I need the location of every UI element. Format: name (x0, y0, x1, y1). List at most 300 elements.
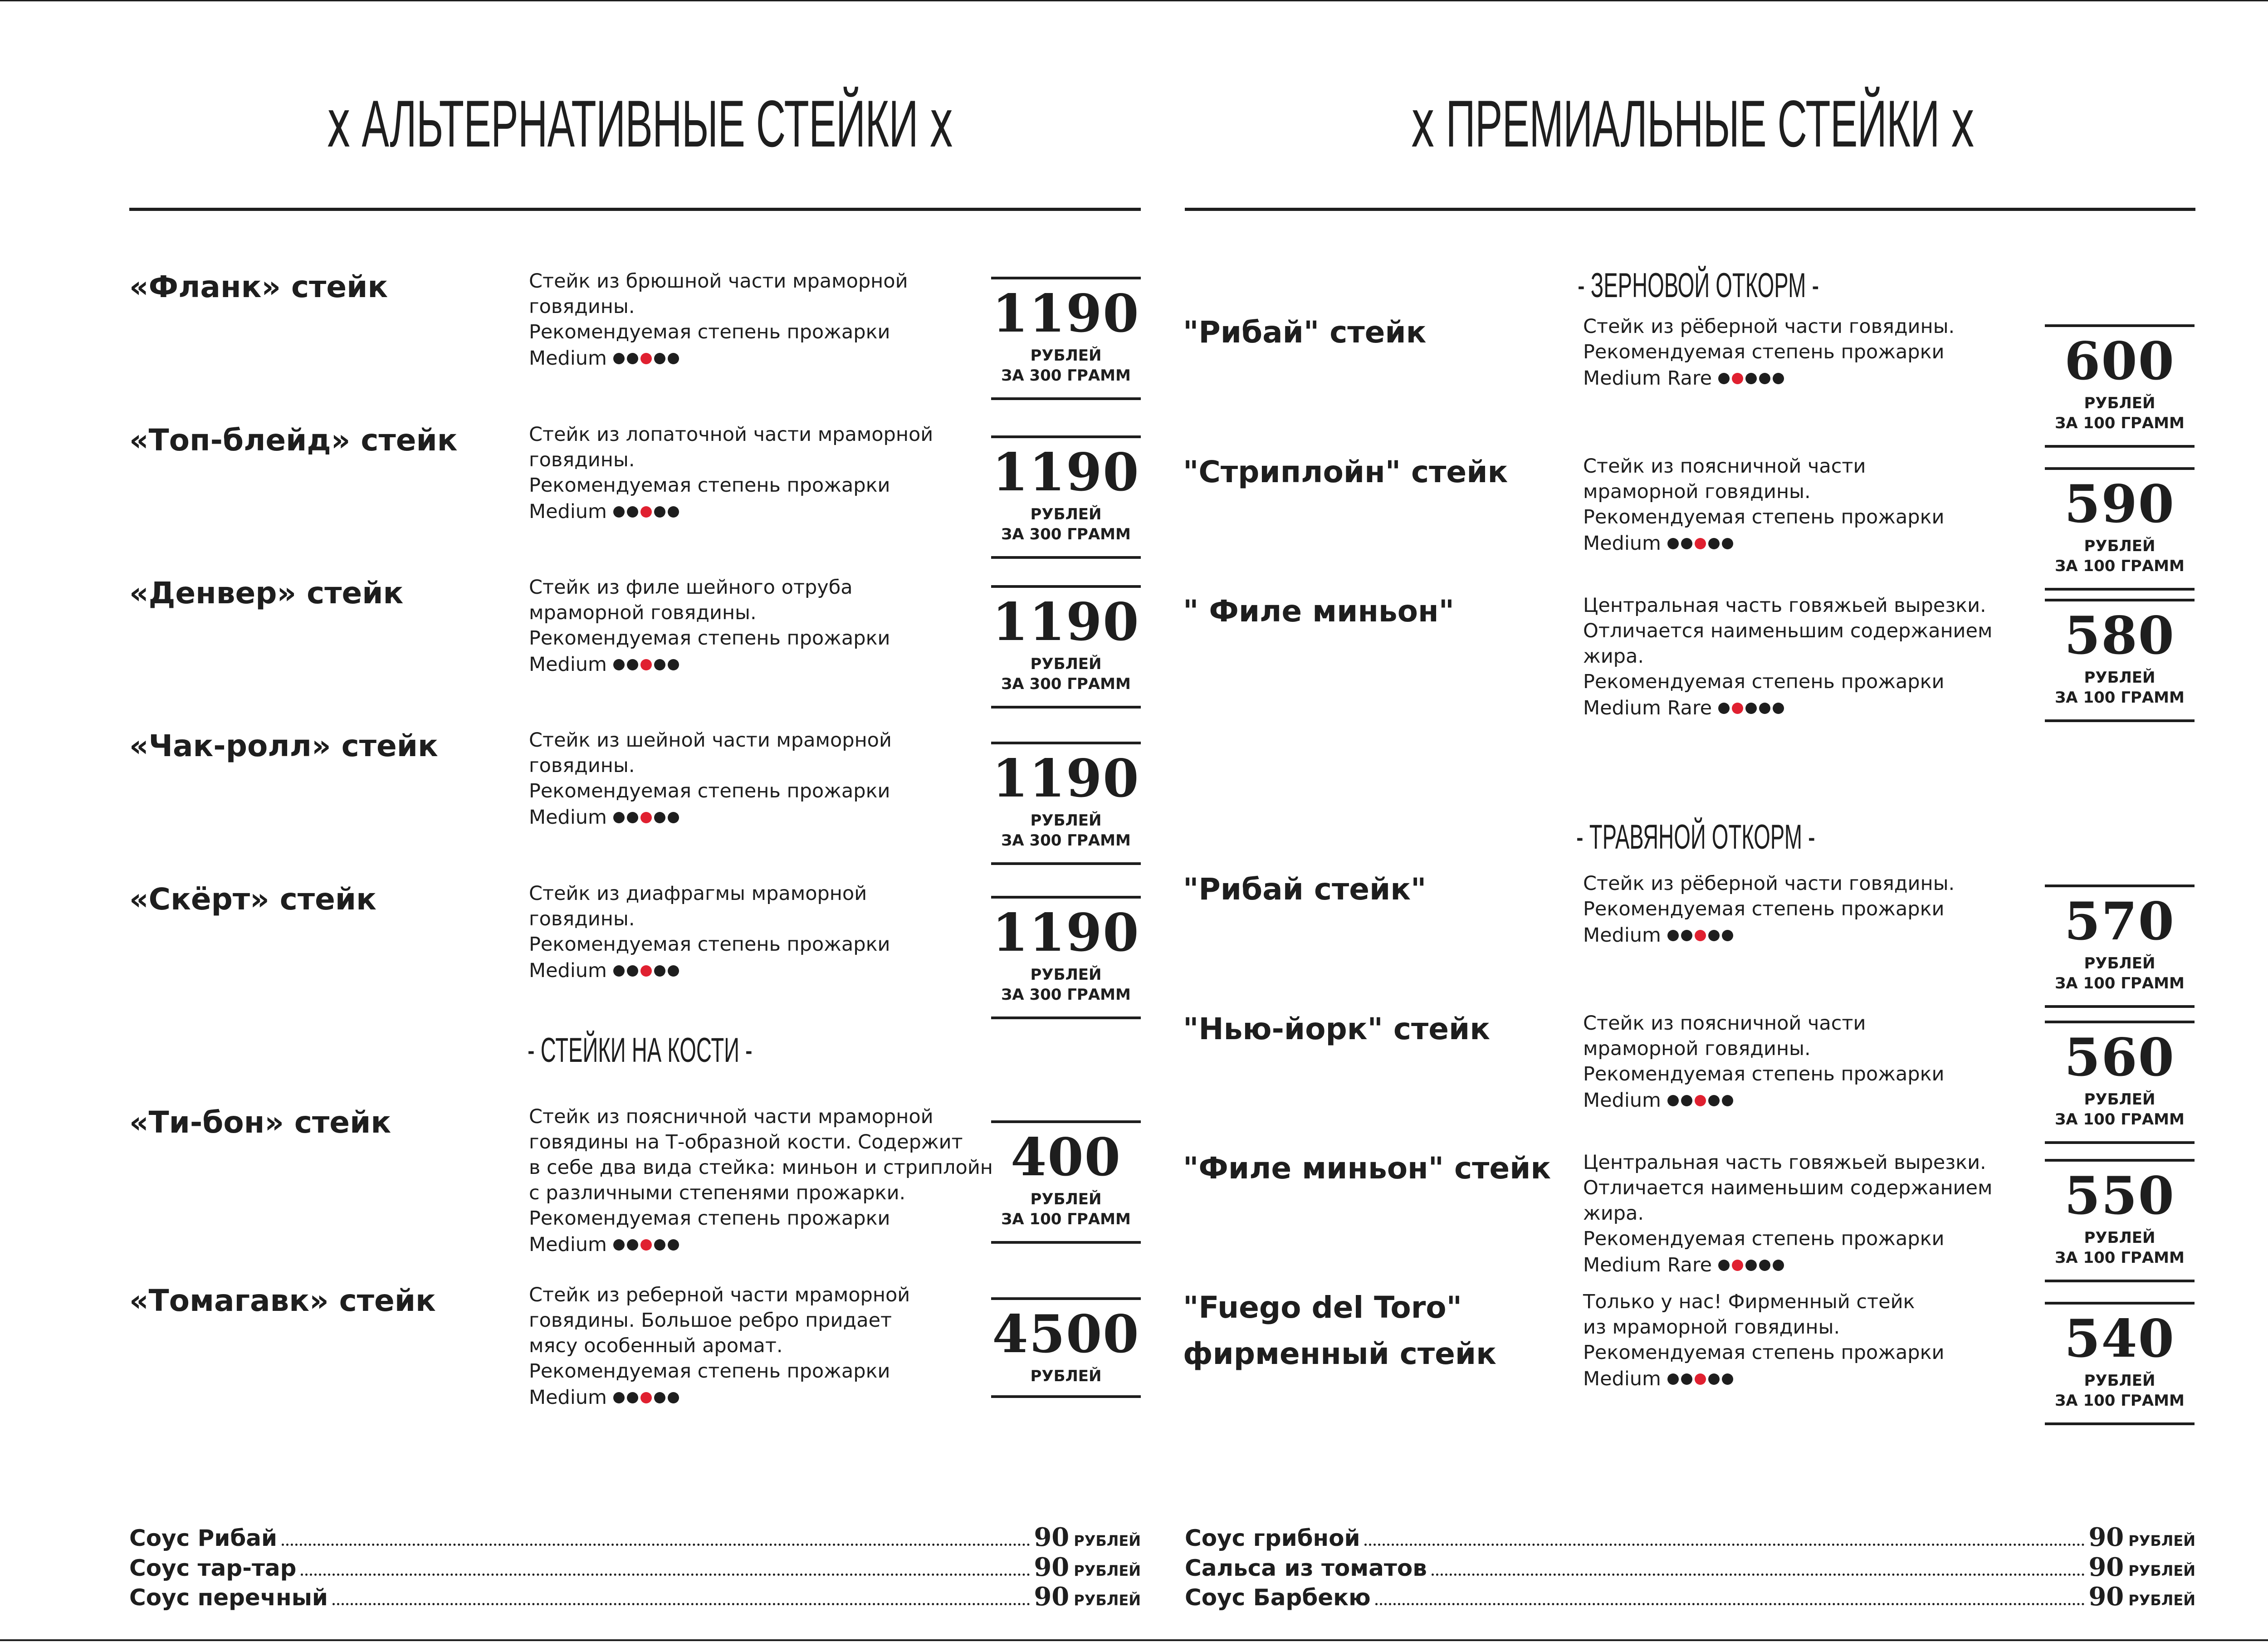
doneness-scale (1667, 1365, 1735, 1391)
description-line: Рекомендуемая степень прожарки (1583, 506, 1945, 528)
doneness-dot (627, 965, 638, 977)
price-rule-bottom (991, 706, 1141, 709)
price-rule-bottom (991, 397, 1141, 400)
steak-name (1183, 1145, 1551, 1192)
price-currency: РУБЛЕЙ (1030, 966, 1102, 984)
steak-name (129, 570, 403, 616)
price-currency: РУБЛЕЙ (1030, 347, 1102, 365)
doneness-line (529, 1231, 993, 1257)
sauce-name: Соус перечный (129, 1584, 328, 1611)
description-line: говядины. (529, 754, 635, 777)
dot-leader (1364, 1544, 2085, 1546)
price-currency: РУБЛЕЙ (2084, 954, 2156, 972)
doneness-scale (1667, 922, 1735, 947)
doneness-dot-active (640, 812, 652, 823)
steak-name (1183, 1285, 1496, 1378)
sauce-name: Сальса из томатов (1185, 1555, 1427, 1581)
sauce-name: Соус тар-тар (129, 1555, 297, 1581)
sauce-currency: РУБЛЕЙ (2128, 1532, 2195, 1549)
cross-mark-icon: x (327, 85, 351, 162)
doneness-label: Medium (529, 959, 607, 982)
doneness-line (1583, 530, 1945, 556)
dot-leader (332, 1603, 1030, 1605)
description-line: Рекомендуемая степень прожарки (529, 780, 890, 802)
price-rule-top (2045, 1159, 2195, 1162)
price-rule-bottom (991, 1395, 1141, 1398)
sauce-currency: РУБЛЕЙ (1074, 1592, 1141, 1609)
doneness-dot-active (1732, 373, 1743, 384)
doneness-dot-active (1695, 1095, 1706, 1106)
doneness-dot-active (640, 1239, 652, 1251)
price-currency: РУБЛЕЙ (2084, 1090, 2156, 1109)
steak-name (129, 417, 458, 464)
steak-description (529, 881, 890, 983)
sauce-row (129, 1582, 1141, 1615)
doneness-scale (1718, 365, 1786, 390)
sauce-price: 90 (2088, 1522, 2124, 1552)
grass-fed-subheading: - ТРАВЯНОЙ ОТКОРМ - (1576, 818, 1815, 856)
description-line: Отличается наименьшим содержанием (1583, 620, 1993, 642)
price-rule-top (2045, 599, 2195, 601)
doneness-scale (613, 1384, 681, 1409)
steak-name-line: " Филе миньон" (1183, 594, 1454, 629)
doneness-label: Medium (1583, 1089, 1661, 1112)
description-line: Рекомендуемая степень прожарки (529, 321, 890, 343)
description-line: Только у нас! Фирменный стейк (1583, 1290, 1915, 1313)
steak-name-line: «Томагавк» стейк (129, 1283, 436, 1318)
price-box (2045, 467, 2195, 591)
steak-name (129, 1278, 436, 1324)
steak-description (529, 1282, 910, 1410)
description-line: Стейк из диафрагмы мраморной (529, 882, 867, 905)
price-rule-bottom (2045, 1280, 2195, 1282)
doneness-scale (613, 804, 681, 829)
price-currency: РУБЛЕЙ (1030, 811, 1102, 830)
doneness-label: Medium Rare (1583, 367, 1712, 390)
price-value: 600 (2064, 331, 2175, 391)
price-value: 580 (2064, 605, 2175, 666)
doneness-dot (668, 965, 679, 977)
steak-name-line: «Скёрт» стейк (129, 882, 376, 917)
doneness-dot (668, 353, 679, 364)
description-line: жира. (1583, 645, 1644, 668)
description-line: Стейк из поясничной части (1583, 455, 1866, 478)
price-weight: ЗА 100 ГРАММ (2055, 414, 2185, 432)
price-rule-bottom (991, 1241, 1141, 1244)
price-rule-top (991, 742, 1141, 744)
sauce-row (1185, 1552, 2195, 1586)
doneness-scale (613, 957, 681, 982)
doneness-dot-active (1732, 703, 1743, 714)
left-section-title (327, 85, 953, 162)
price-box (991, 585, 1141, 709)
doneness-dot (1667, 1095, 1679, 1106)
description-line: Рекомендуемая степень прожарки (529, 474, 890, 497)
doneness-dot (1722, 930, 1733, 941)
price-box (991, 896, 1141, 1019)
price-rule-top (2045, 885, 2195, 887)
description-line: Центральная часть говяжьей вырезки. (1583, 1151, 1986, 1174)
description-line: говядины. (529, 449, 635, 471)
doneness-dot-active (1695, 930, 1706, 941)
doneness-scale (1718, 694, 1786, 720)
description-line: Стейк из рёберной части говядины. (1583, 315, 1955, 338)
steak-name (1183, 309, 1426, 356)
price-box (991, 1120, 1141, 1244)
price-value: 540 (2064, 1308, 2175, 1369)
steak-description (1583, 454, 1945, 556)
steak-description (1583, 1150, 1992, 1278)
steak-name-line: "Рибай стейк" (1183, 872, 1427, 907)
doneness-dot (627, 1392, 638, 1403)
price-rule-top (2045, 324, 2195, 327)
doneness-scale (1667, 1087, 1735, 1112)
doneness-dot (1667, 538, 1679, 549)
doneness-dot (627, 659, 638, 670)
doneness-scale (613, 345, 681, 370)
doneness-dot (1718, 1260, 1730, 1271)
doneness-line (1583, 922, 1955, 948)
price-rule-bottom (991, 862, 1141, 865)
steak-name-line: «Денвер» стейк (129, 576, 404, 611)
price-box (2045, 599, 2195, 722)
doneness-line (1583, 694, 1992, 721)
description-line: говядины. (529, 295, 635, 318)
price-value: 400 (1011, 1127, 1121, 1188)
sauce-currency: РУБЛЕЙ (1074, 1562, 1141, 1579)
description-line: Рекомендуемая степень прожарки (529, 627, 890, 650)
doneness-dot (613, 506, 625, 518)
dot-leader (1432, 1574, 2085, 1576)
description-line: говядины. (529, 908, 635, 930)
steak-description (1583, 593, 1992, 721)
steak-name (129, 723, 438, 769)
steak-name-line: "Fuego del Toro" (1183, 1290, 1462, 1325)
doneness-dot (668, 659, 679, 670)
dot-leader (301, 1574, 1030, 1576)
price-weight: ЗА 300 ГРАММ (1001, 367, 1131, 385)
doneness-label: Medium (529, 1233, 607, 1256)
price-weight: ЗА 300 ГРАММ (1001, 986, 1131, 1004)
cross-mark-icon: x (1950, 85, 1975, 162)
price-currency: РУБЛЕЙ (2084, 394, 2156, 412)
sauce-row (129, 1522, 1141, 1556)
sauce-price: 90 (1034, 1522, 1070, 1552)
doneness-line (529, 957, 890, 983)
doneness-scale (613, 498, 681, 523)
price-box (991, 1297, 1141, 1398)
price-weight: ЗА 100 ГРАММ (1001, 1210, 1131, 1228)
steak-name-line: "Филе миньон" стейк (1183, 1151, 1551, 1186)
doneness-dot (654, 812, 665, 823)
sauce-currency: РУБЛЕЙ (1074, 1532, 1141, 1549)
price-rule-top (2045, 1021, 2195, 1023)
doneness-scale (1667, 530, 1735, 555)
description-line: Рекомендуемая степень прожарки (1583, 1341, 1945, 1364)
doneness-label: Medium (529, 500, 607, 523)
description-line: Стейк из лопаточной части мраморной (529, 423, 934, 446)
description-line: мраморной говядины. (529, 601, 757, 624)
doneness-dot (613, 812, 625, 823)
doneness-line (1583, 365, 1955, 391)
doneness-dot-active (1732, 1260, 1743, 1271)
doneness-line (1583, 1251, 1992, 1278)
description-line: Рекомендуемая степень прожарки (1583, 898, 1945, 920)
steak-name (129, 1100, 391, 1146)
doneness-dot (1718, 373, 1730, 384)
cross-mark-icon: x (929, 85, 953, 162)
steak-name-line: "Стриплойн" стейк (1183, 454, 1508, 489)
doneness-label: Medium Rare (1583, 1254, 1712, 1276)
doneness-dot (668, 812, 679, 823)
doneness-dot-active (640, 506, 652, 518)
description-line: Рекомендуемая степень прожарки (529, 933, 890, 956)
description-line: Стейк из брюшной части мраморной (529, 270, 908, 293)
steak-description (1583, 1289, 1945, 1392)
doneness-scale (613, 651, 681, 676)
doneness-dot-active (640, 1392, 652, 1403)
sauce-price: 90 (2088, 1582, 2124, 1612)
price-rule-top (991, 1297, 1141, 1300)
steak-description (529, 1104, 993, 1257)
doneness-dot (1722, 538, 1733, 549)
doneness-dot (613, 353, 625, 364)
description-line: Центральная часть говяжьей вырезки. (1583, 594, 1986, 617)
price-weight: ЗА 100 ГРАММ (2055, 557, 2185, 575)
steak-name-line: «Чак-ролл» стейк (129, 728, 438, 763)
price-box (991, 277, 1141, 400)
doneness-dot (1745, 703, 1757, 714)
description-line: Стейк из шейной части мраморной (529, 729, 892, 752)
doneness-dot (1759, 373, 1770, 384)
description-line: из мраморной говядины. (1583, 1316, 1840, 1339)
doneness-label: Medium (1583, 532, 1661, 555)
price-rule-bottom (2045, 719, 2195, 722)
price-rule-top (991, 277, 1141, 279)
steak-name (129, 876, 376, 923)
steak-description (1583, 871, 1955, 948)
price-rule-top (2045, 467, 2195, 470)
doneness-line (1583, 1365, 1945, 1392)
price-weight: ЗА 300 ГРАММ (1001, 675, 1131, 693)
doneness-dot (1681, 930, 1692, 941)
steak-name-line: "Рибай" стейк (1183, 315, 1427, 350)
price-rule-bottom (2045, 1141, 2195, 1144)
doneness-dot (613, 1392, 625, 1403)
sauce-currency: РУБЛЕЙ (2128, 1562, 2195, 1579)
doneness-dot (654, 353, 665, 364)
steak-name-line: «Фланк» стейк (129, 269, 388, 304)
steak-name-line: «Топ-блейд» стейк (129, 423, 458, 458)
price-rule-bottom (2045, 1422, 2195, 1425)
sauce-name: Соус Рибай (129, 1525, 278, 1551)
doneness-line (529, 1384, 910, 1410)
grain-fed-subheading: - ЗЕРНОВОЙ ОТКОРМ - (1578, 266, 1819, 305)
price-rule-bottom (2045, 1005, 2195, 1008)
doneness-dot (654, 965, 665, 977)
dot-leader (282, 1544, 1030, 1546)
doneness-dot (613, 659, 625, 670)
description-line: Стейк из поясничной части (1583, 1012, 1866, 1035)
price-currency: РУБЛЕЙ (1030, 1190, 1102, 1208)
bone-steaks-subheading: - СТЕЙКИ НА КОСТИ - (528, 1031, 753, 1070)
steak-name (1183, 866, 1426, 913)
doneness-dot (1722, 1095, 1733, 1106)
doneness-dot (1759, 703, 1770, 714)
price-rule-bottom (2045, 588, 2195, 591)
doneness-dot (654, 659, 665, 670)
description-line: Рекомендуемая степень прожарки (1583, 341, 1945, 363)
doneness-dot (654, 1239, 665, 1251)
price-value: 1190 (992, 748, 1140, 809)
price-currency: РУБЛЕЙ (2084, 1229, 2156, 1247)
steak-name-line: фирменный стейк (1183, 1336, 1496, 1372)
sauce-price: 90 (1034, 1552, 1070, 1582)
doneness-dot (613, 1239, 625, 1251)
price-rule-top (991, 435, 1141, 438)
steak-description (529, 422, 933, 524)
doneness-dot (668, 1239, 679, 1251)
price-value: 1190 (992, 442, 1140, 503)
doneness-dot (1681, 538, 1692, 549)
top-border (0, 0, 2268, 1)
price-value: 4500 (992, 1304, 1140, 1364)
price-rule-top (2045, 1302, 2195, 1305)
doneness-scale (1718, 1251, 1786, 1277)
price-rule-top (991, 896, 1141, 899)
description-line: Стейк из реберной части мраморной (529, 1284, 910, 1306)
doneness-dot (627, 812, 638, 823)
price-rule-top (991, 1120, 1141, 1123)
right-title-rule (1185, 208, 2195, 211)
doneness-dot (1681, 1373, 1692, 1385)
price-box (2045, 1302, 2195, 1425)
price-weight: ЗА 100 ГРАММ (2055, 974, 2185, 992)
price-weight: ЗА 100 ГРАММ (2055, 1392, 2185, 1410)
doneness-dot (1745, 373, 1757, 384)
bottom-border (0, 1639, 2268, 1641)
price-weight: ЗА 100 ГРАММ (2055, 689, 2185, 707)
doneness-dot (1708, 538, 1720, 549)
steak-name (1183, 588, 1454, 635)
doneness-label: Medium (529, 347, 607, 370)
sauce-price: 90 (2088, 1552, 2124, 1582)
doneness-dot (1773, 373, 1784, 384)
doneness-dot (1759, 1260, 1770, 1271)
doneness-dot-active (1695, 1373, 1706, 1385)
doneness-dot (668, 1392, 679, 1403)
doneness-dot (1773, 703, 1784, 714)
description-line: Стейк из рёберной части говядины. (1583, 872, 1955, 895)
price-rule-bottom (2045, 445, 2195, 448)
steak-name (1183, 449, 1508, 495)
steak-name (1183, 1006, 1490, 1052)
doneness-line (529, 651, 890, 677)
description-line: Рекомендуемая степень прожарки (529, 1207, 890, 1230)
doneness-dot (1722, 1373, 1733, 1385)
price-value: 560 (2064, 1027, 2175, 1088)
right-section-title (1411, 85, 1975, 162)
price-rule-bottom (991, 556, 1141, 559)
steak-name-line: "Нью-йорк" стейк (1183, 1012, 1491, 1046)
price-value: 550 (2064, 1165, 2175, 1226)
price-currency: РУБЛЕЙ (2084, 537, 2156, 555)
doneness-dot (1667, 1373, 1679, 1385)
price-box (2045, 1021, 2195, 1144)
price-weight: ЗА 300 ГРАММ (1001, 831, 1131, 850)
doneness-line (1583, 1087, 1945, 1113)
description-line: мраморной говядины. (1583, 480, 1811, 503)
steak-description (529, 575, 890, 677)
steak-description (529, 269, 908, 371)
price-currency: РУБЛЕЙ (1030, 655, 1102, 673)
description-line: Рекомендуемая степень прожарки (529, 1360, 890, 1383)
price-box (2045, 324, 2195, 448)
doneness-label: Medium (529, 806, 607, 829)
steak-description (1583, 314, 1955, 391)
doneness-label: Medium Rare (1583, 697, 1712, 719)
price-box (991, 435, 1141, 559)
doneness-dot (1667, 930, 1679, 941)
doneness-dot (654, 1392, 665, 1403)
description-line: мясу особенный аромат. (529, 1334, 783, 1357)
doneness-dot (1745, 1260, 1757, 1271)
price-rule-bottom (991, 1016, 1141, 1019)
doneness-label: Medium (1583, 1368, 1661, 1390)
price-weight: ЗА 100 ГРАММ (2055, 1249, 2185, 1267)
doneness-dot (627, 1239, 638, 1251)
sauce-row (1185, 1522, 2195, 1556)
price-currency: РУБЛЕЙ (2084, 1372, 2156, 1390)
price-currency: РУБЛЕЙ (2084, 669, 2156, 687)
description-line: говядины. Большое ребро придает (529, 1309, 892, 1332)
price-weight: ЗА 300 ГРАММ (1001, 525, 1131, 543)
sauce-row (129, 1552, 1141, 1586)
sauce-row (1185, 1582, 2195, 1615)
price-box (2045, 1159, 2195, 1282)
price-box (991, 742, 1141, 865)
description-line: с различными степенями прожарки. (529, 1182, 906, 1204)
sauce-name: Соус грибной (1185, 1525, 1360, 1551)
doneness-line (529, 804, 892, 830)
doneness-dot (627, 353, 638, 364)
description-line: Отличается наименьшим содержанием (1583, 1177, 1993, 1199)
dot-leader (1375, 1603, 2085, 1605)
price-value: 570 (2064, 891, 2175, 952)
description-line: Рекомендуемая степень прожарки (1583, 670, 1945, 693)
doneness-label: Medium (529, 1386, 607, 1409)
doneness-dot-active (1695, 538, 1706, 549)
price-box (2045, 885, 2195, 1008)
price-value: 1190 (992, 591, 1140, 652)
right-title-text: ПРЕМИАЛЬНЫЕ СТЕЙКИ (1446, 87, 1940, 161)
sauce-currency: РУБЛЕЙ (2128, 1592, 2195, 1609)
doneness-dot (1708, 930, 1720, 941)
description-line: Стейк из поясничной части мраморной (529, 1105, 934, 1128)
steak-description (1583, 1011, 1945, 1113)
description-line: Рекомендуемая степень прожарки (1583, 1227, 1945, 1250)
doneness-line (529, 345, 908, 371)
price-rule-top (991, 585, 1141, 588)
price-value: 1190 (992, 902, 1140, 963)
price-weight: ЗА 100 ГРАММ (2055, 1110, 2185, 1129)
doneness-dot-active (640, 353, 652, 364)
sauce-price: 90 (1034, 1582, 1070, 1612)
price-value: 590 (2064, 474, 2175, 534)
left-title-text: АЛЬТЕРНАТИВНЫЕ СТЕЙКИ (362, 87, 918, 161)
doneness-dot (1681, 1095, 1692, 1106)
doneness-dot (1708, 1373, 1720, 1385)
